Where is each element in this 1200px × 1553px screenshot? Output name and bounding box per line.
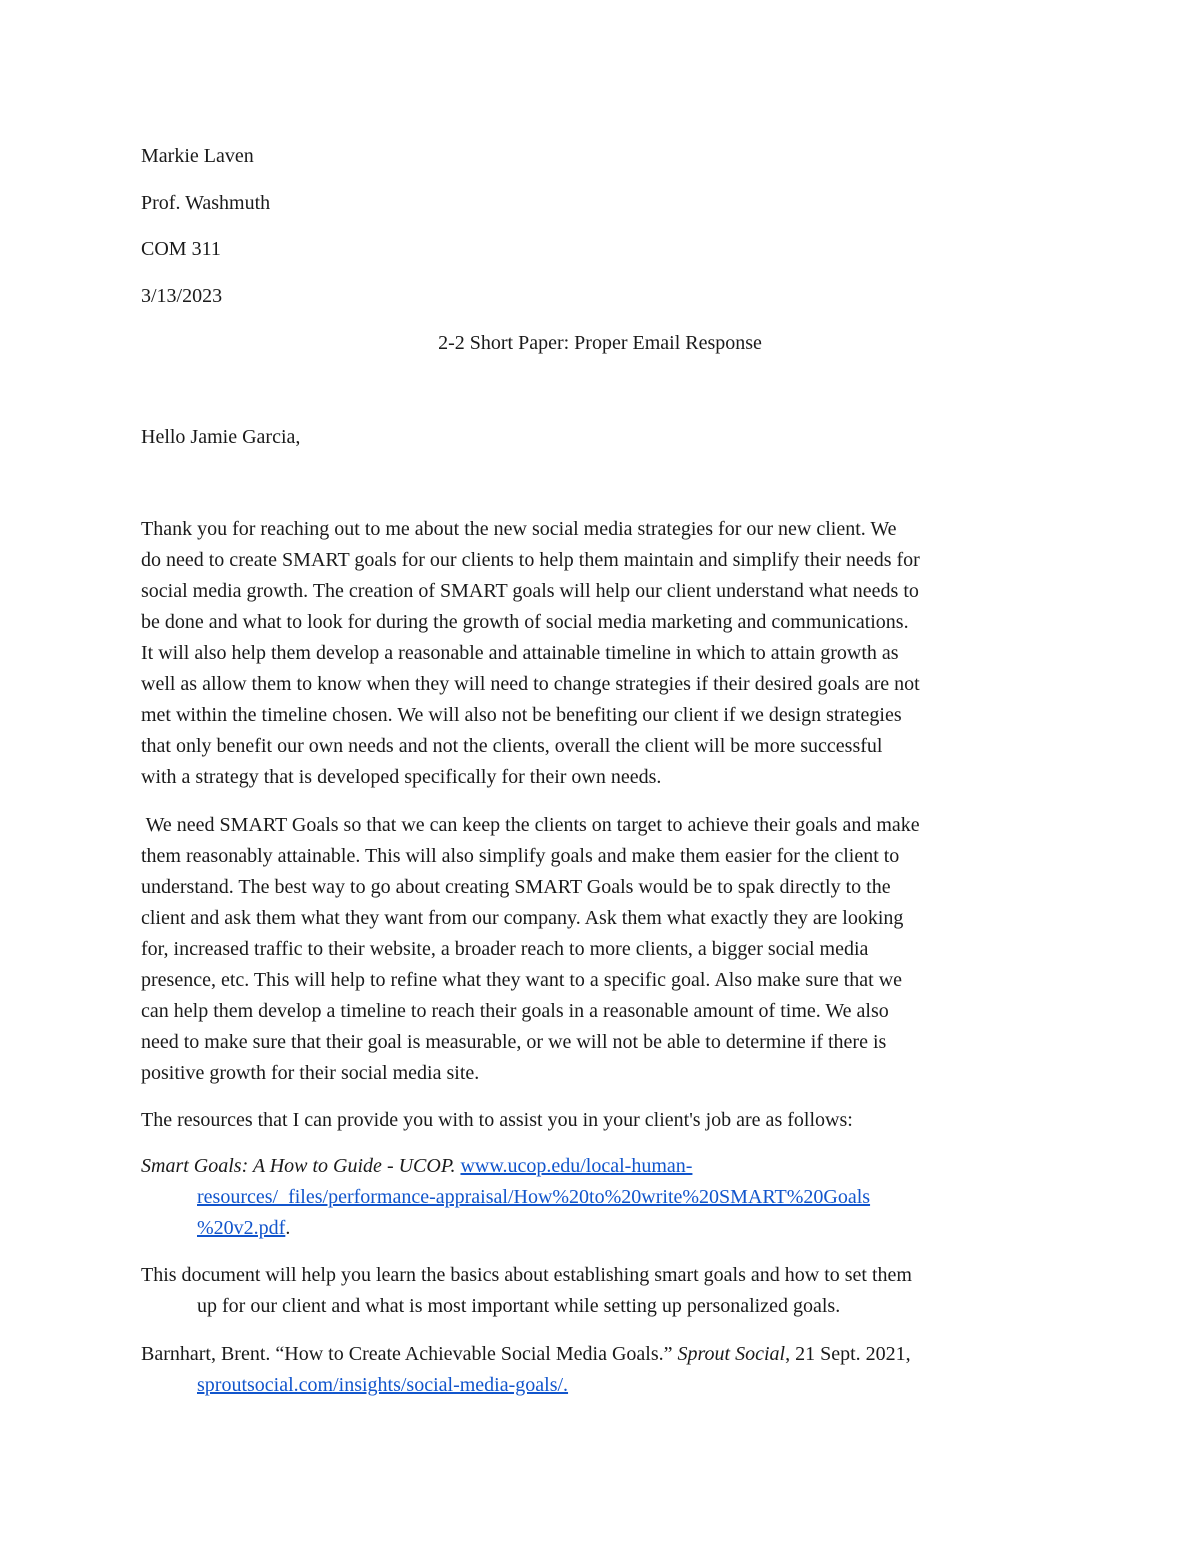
paper-title: 2-2 Short Paper: Proper Email Response — [438, 332, 762, 354]
paragraph-1 — [141, 514, 1061, 793]
reference-1-title: Smart Goals: A How to Guide - UCOP. — [141, 1155, 456, 1177]
paragraph-line: for, increased traffic to their website, a broader reach to more clients, a bigger social media — [141, 938, 869, 960]
author-name: Markie Laven — [141, 145, 254, 167]
reference-1-note — [141, 1260, 1061, 1322]
paragraph-line: them reasonably attainable. This will also simplify goals and make them easier for the client to — [141, 845, 900, 867]
paragraph-line: met within the timeline chosen. We will also not be benefiting our client if we design strategies — [141, 704, 902, 726]
paragraph-line: can help them develop a timeline to reach their goals in a reasonable amount of time. We also — [141, 1000, 889, 1022]
paragraph-line: client and ask them what they want from our company. Ask them what exactly they are looking — [141, 907, 904, 929]
reference-1-link-part-1[interactable]: www.ucop.edu/local-human- — [460, 1155, 693, 1177]
professor-name: Prof. Washmuth — [141, 192, 271, 214]
note-line: This document will help you learn the basics about establishing smart goals and how to set them — [141, 1264, 912, 1286]
reference-2 — [141, 1339, 1061, 1401]
paragraph-line: We need SMART Goals so that we can keep the clients on target to achieve their goals and make — [141, 814, 920, 836]
paragraph-line: Thank you for reaching out to me about the new social media strategies for our new client. We — [141, 518, 897, 540]
reference-2-author-title: Barnhart, Brent. “How to Create Achievable Social Media Goals.” — [141, 1343, 678, 1365]
paragraph-line: need to make sure that their goal is measurable, or we will not be able to determine if there is — [141, 1031, 887, 1053]
paragraph-line: do need to create SMART goals for our clients to help them maintain and simplify their needs for — [141, 549, 920, 571]
reference-2-date: , 21 Sept. 2021, — [785, 1343, 911, 1365]
reference-1-period: . — [285, 1217, 291, 1239]
paragraph-line: well as allow them to know when they will need to change strategies if their desired goals are not — [141, 673, 920, 695]
paragraph-line: It will also help them develop a reasonable and attainable timeline in which to attain growth as — [141, 642, 899, 664]
paragraph-line: with a strategy that is developed specifically for their own needs. — [141, 766, 662, 788]
reference-2-publication: Sprout Social — [677, 1343, 786, 1365]
paragraph-line: understand. The best way to go about creating SMART Goals would be to spak directly to the — [141, 876, 891, 898]
course-code: COM 311 — [141, 238, 221, 260]
reference-2-link[interactable]: sproutsocial.com/insights/social-media-goals/. — [197, 1374, 569, 1396]
paper-date: 3/13/2023 — [141, 285, 223, 307]
paragraph-line: that only benefit our own needs and not the clients, overall the client will be more successful — [141, 735, 883, 757]
paragraph-line: social media growth. The creation of SMART goals will help our client understand what needs to — [141, 580, 919, 602]
resources-intro: The resources that I can provide you with to assist you in your client's job are as follows: — [141, 1109, 853, 1131]
reference-1-link-part-2[interactable]: resources/_files/performance-appraisal/How%20to%20write%20SMART%20Goals — [197, 1186, 871, 1208]
paragraph-line: be done and what to look for during the growth of social media marketing and communications. — [141, 611, 909, 633]
paragraph-2 — [141, 810, 1061, 1089]
paragraph-line: positive growth for their social media site. — [141, 1062, 480, 1084]
note-line: up for our client and what is most important while setting up personalized goals. — [197, 1295, 841, 1317]
paragraph-line: presence, etc. This will help to refine what they want to a specific goal. Also make sure that we — [141, 969, 903, 991]
reference-1 — [141, 1151, 1061, 1244]
reference-1-link-part-3[interactable]: %20v2.pdf — [197, 1217, 286, 1239]
greeting: Hello Jamie Garcia, — [141, 426, 301, 448]
